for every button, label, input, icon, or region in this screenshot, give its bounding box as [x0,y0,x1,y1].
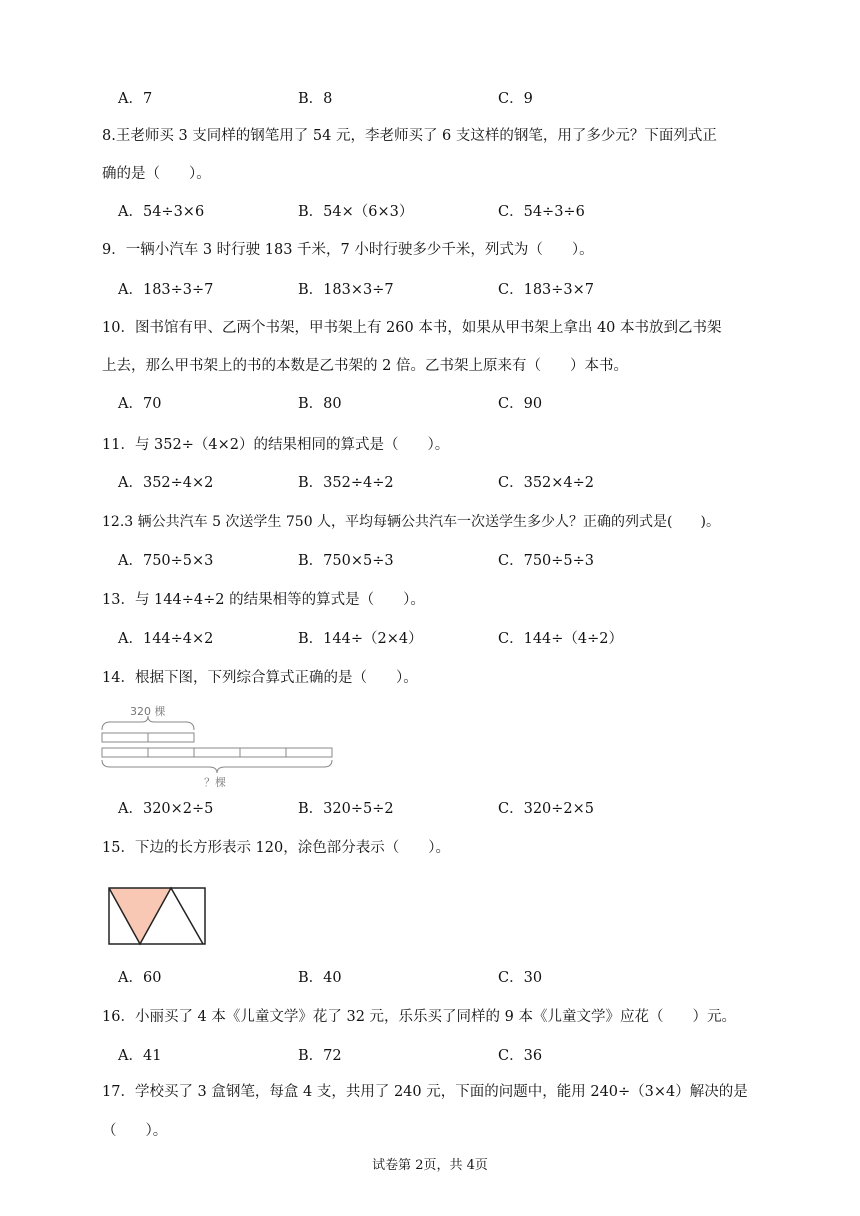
q12-option-b[interactable]: B．750×5÷3 [298,553,394,569]
q7-option-b[interactable]: B．8 [298,91,333,107]
q7-option-c[interactable]: C．9 [498,91,533,107]
q8-option-c[interactable]: C．54÷3÷6 [498,204,585,220]
q11-text: 11．与 352÷（4×2）的结果相同的算式是（ ）。 [102,437,450,453]
q14-top-brace [102,716,194,730]
q16-option-a[interactable]: A．41 [118,1048,162,1064]
q9-option-c[interactable]: C．183÷3×7 [498,282,595,298]
q12-text: 12.3 辆公共汽车 5 次送学生 750 人，平均每辆公共汽车一次送学生多少人？正确的列式是( )。 [102,514,720,530]
q7-options [118,89,798,109]
q9-option-a[interactable]: A．183÷3÷7 [118,282,214,298]
q14-line-segment-diagram [98,700,340,792]
q15-text: 15．下边的长方形表示 120，涂色部分表示（ ）。 [102,840,450,856]
q11-option-a[interactable]: A．352÷4×2 [118,475,214,491]
q15-option-a[interactable]: A．60 [118,970,162,986]
q10-text-line1: 10．图书馆有甲、乙两个书架，甲书架上有 260 本书，如果从甲书架上拿出 40 本书放到乙书架 [102,320,722,336]
q14-bottom-label: ？棵 [204,776,226,789]
q15-rectangle-figure [107,886,207,946]
q13-option-c[interactable]: C．144÷（4÷2） [498,631,624,647]
q17-text-line1: 17．学校买了 3 盒钢笔，每盒 4 支，共用了 240 元，下面的问题中，能用 240÷（3×4）解决的是 [102,1084,748,1100]
q7-option-a[interactable]: A．7 [118,91,153,107]
q16-option-b[interactable]: B．72 [298,1048,342,1064]
page-footer: 试卷第 2页，共 4页 [372,1158,488,1173]
q10-option-c[interactable]: C．90 [498,396,543,412]
q9-text: 9．一辆小汽车 3 时行驶 183 千米，7 小时行驶多少千米，列式为（ ）。 [102,242,594,258]
q14-row2-bar [102,748,332,757]
q15-shaded-triangle [109,888,171,944]
q15-options [118,968,798,988]
q14-bottom-brace [102,760,332,773]
q14-option-b[interactable]: B．320÷5÷2 [298,801,394,817]
q16-option-c[interactable]: C．36 [498,1048,543,1064]
q10-options [118,394,798,414]
q11-option-c[interactable]: C．352×4÷2 [498,475,595,491]
q14-option-a[interactable]: A．320×2÷5 [118,801,214,817]
q8-option-a[interactable]: A．54÷3×6 [118,204,205,220]
q12-option-a[interactable]: A．750÷5×3 [118,553,214,569]
q16-text: 16．小丽买了 4 本《儿童文学》花了 32 元，乐乐买了同样的 9 本《儿童文学》应花（ ）元。 [102,1009,737,1025]
q10-option-b[interactable]: B．80 [298,396,342,412]
q11-option-b[interactable]: B．352÷4÷2 [298,475,394,491]
q14-top-label: 320 棵 [130,705,166,718]
q9-options [118,280,798,300]
q14-options [118,799,798,819]
q13-option-a[interactable]: A．144÷4×2 [118,631,214,647]
q10-text-line2: 上去，那么甲书架上的书的本数是乙书架的 2 倍。乙书架上原来有（ ）本书。 [102,358,628,374]
q8-options [118,202,798,222]
q13-option-b[interactable]: B．144÷（2×4） [298,631,423,647]
q12-options [118,551,798,571]
q10-option-a[interactable]: A．70 [118,396,162,412]
q16-options [118,1046,798,1066]
q8-option-b[interactable]: B．54×（6×3） [298,204,414,220]
q8-text-line1: 8.王老师买 3 支同样的钢笔用了 54 元，李老师买了 6 支这样的钢笔，用了多少元？下面列式正 [102,128,717,144]
q13-options [118,629,798,649]
q15-option-b[interactable]: B．40 [298,970,342,986]
q15-option-c[interactable]: C．30 [498,970,543,986]
q17-text-line2: （ ）。 [102,1123,168,1139]
q13-text: 13．与 144÷4÷2 的结果相等的算式是（ ）。 [102,592,425,608]
q14-option-c[interactable]: C．320÷2×5 [498,801,595,817]
q8-text-line2: 确的是（ ）。 [102,166,211,182]
q12-option-c[interactable]: C．750÷5÷3 [498,553,595,569]
q14-text: 14．根据下图，下列综合算式正确的是（ ）。 [102,670,418,686]
q11-options [118,473,798,493]
q9-option-b[interactable]: B．183×3÷7 [298,282,394,298]
